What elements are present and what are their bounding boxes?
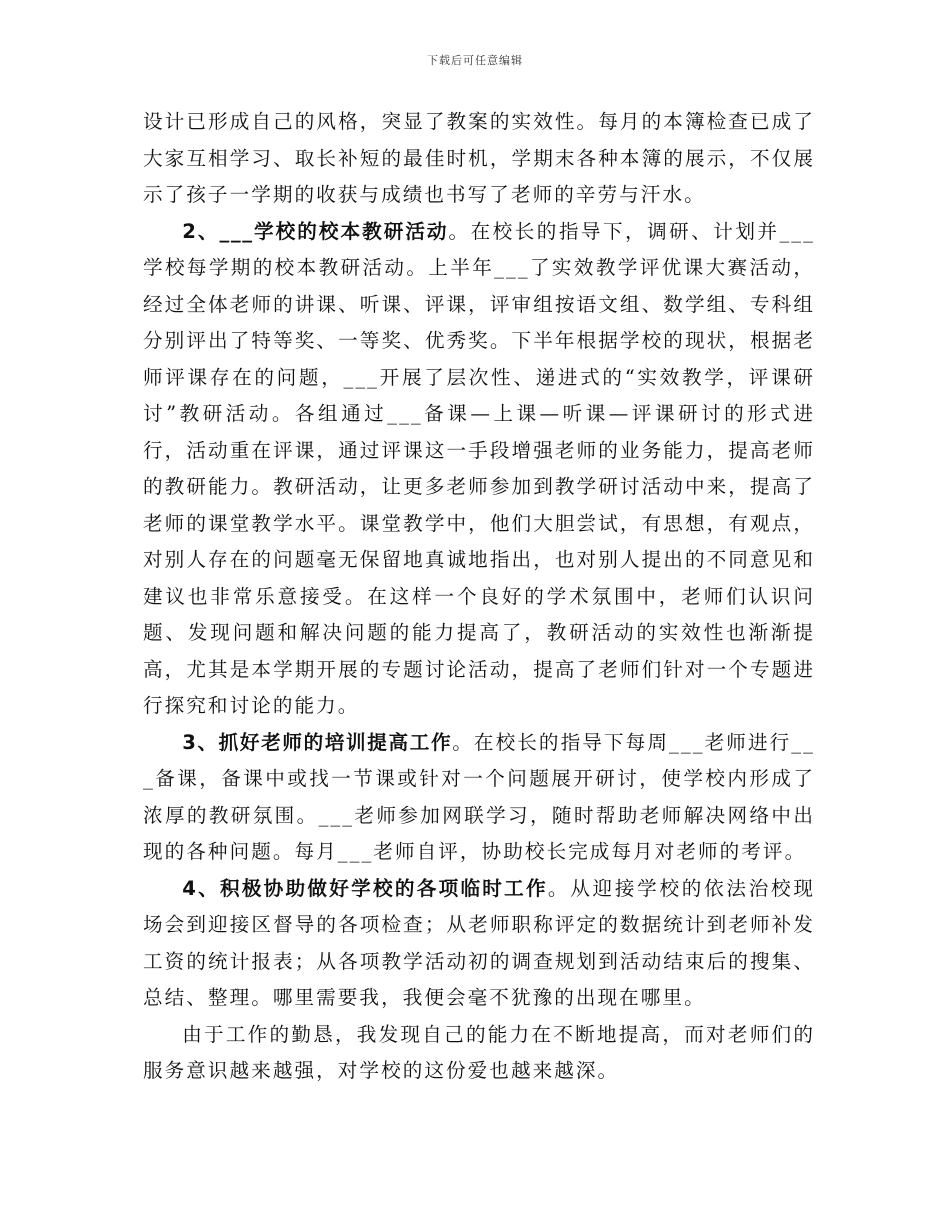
paragraph-2: [143, 214, 815, 725]
document-body: [143, 104, 815, 1090]
paragraph-3-heading: 3、抓好老师的培训提高工作: [182, 730, 453, 754]
paragraph-3: [143, 725, 815, 871]
paragraph-1-text: 设计已形成自己的风格，突显了教案的实效性。每月的本簿检查已成了大家互相学习、取长补短的最佳时机，学期末各种本簿的展示，不仅展示了孩子一学期的收获与成绩也书写了老师的辛劳与汗水。: [143, 110, 815, 206]
paragraph-5: [143, 1017, 815, 1090]
paragraph-4-heading: 4、积极协助做好学校的各项临时工作: [182, 876, 548, 900]
page-header: 下载后可任意编辑: [427, 54, 523, 67]
paragraph-4: [143, 871, 815, 1017]
paragraph-2-heading: 2、___学校的校本教研活动: [182, 219, 449, 243]
paragraph-4-text: 。从迎接学校的依法治校现场会到迎接区督导的各项检查；从老师职称评定的数据统计到老师补发工资的统计报表；从各项教学活动初的调查规划到活动结束后的搜集、总结、整理。哪里需要我，我便会毫不犹豫的出现在哪里。: [143, 876, 815, 1009]
paragraph-5-text: 由于工作的勤恳，我发现自己的能力在不断地提高，而对老师们的服务意识越来越强，对学校的这份爱也越来越深。: [143, 1022, 815, 1082]
paragraph-3-text: 。在校长的指导下每周___老师进行___备课，备课中或找一节课或针对一个问题展开研讨，使学校内形成了浓厚的教研氛围。___老师参加网联学习，随时帮助老师解决网络中出现的各种问题。每月___老师自评，协助校长完成每月对老师的考评。: [143, 730, 816, 863]
paragraph-2-text: 。在校长的指导下，调研、计划并___学校每学期的校本教研活动。上半年___了实效教学评优课大赛活动，经过全体老师的讲课、听课、评课，评审组按语文组、数学组、专科组分别评出了特等奖、一等奖、优秀奖。下半年根据学校的现状，根据老师评课存在的问题，___开展了层次性、递进式的“实效教学，评课研讨”教研活动。各组通过___备课—上课—听课—评课研讨的形式进行，活动重在评课，通过评课这一手段增强老师的业务能力，提高老师的教研能力。教研活动，让更多老师参加到教学研讨活动中来，提高了老师的课堂教学水平。课堂教学中，他们大胆尝试，有思想，有观点，对别人存在的问题毫无保留地真诚地指出，也对别人提出的不同意见和建议也非常乐意接受。在这样一个良好的学术氛围中，老师们认识问题、发现问题和解决问题的能力提高了，教研活动的实效性也渐渐提高，尤其是本学期开展的专题讨论活动，提高了老师们针对一个专题进行探究和讨论的能力。: [143, 219, 815, 717]
paragraph-1: [143, 104, 815, 214]
